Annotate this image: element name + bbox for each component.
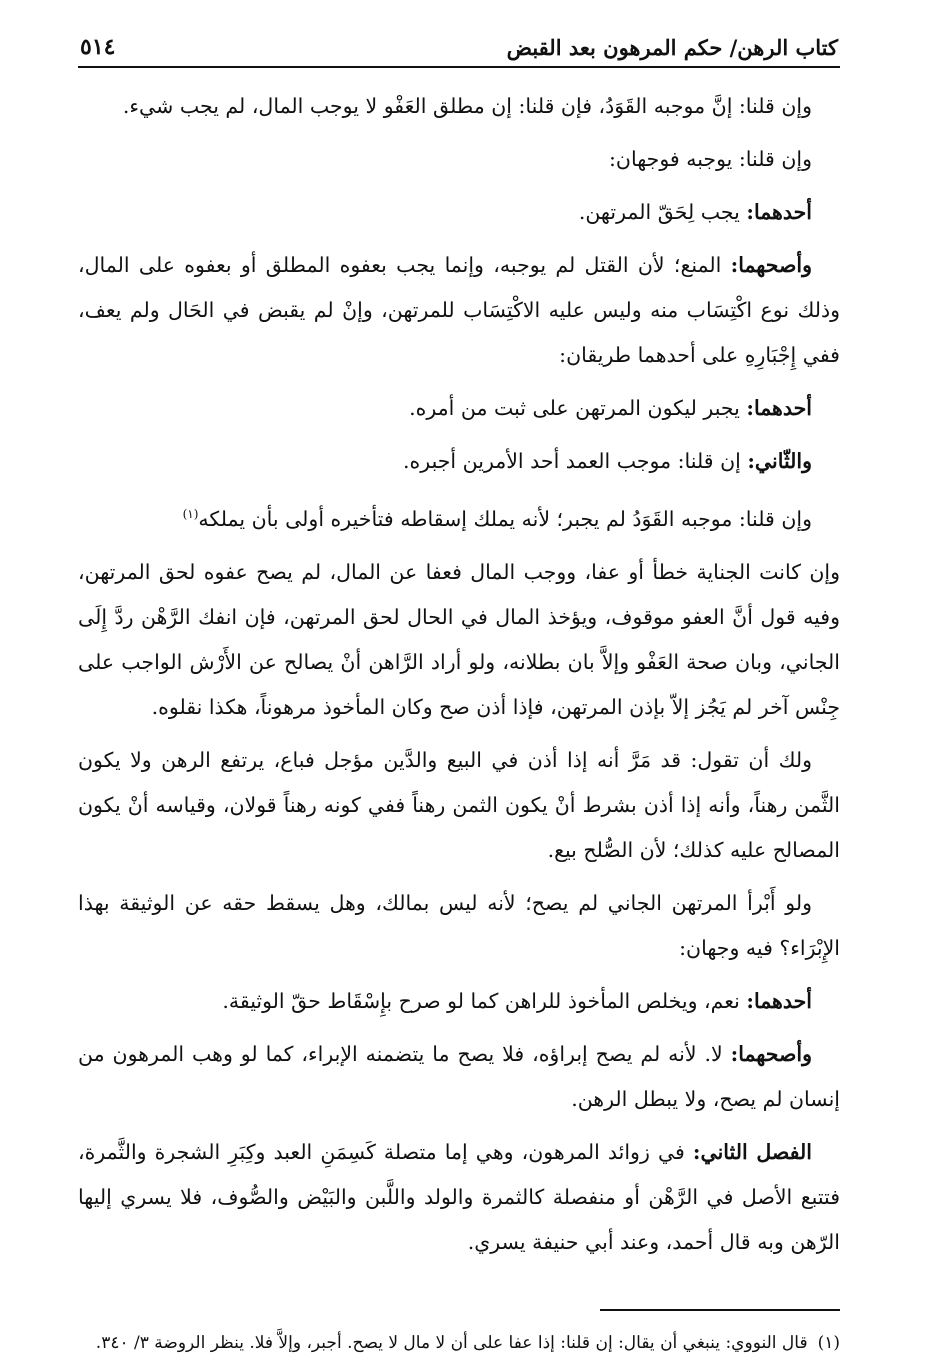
footnote	[78, 1325, 840, 1361]
paragraph-text: وإن قلنا: إنَّ موجبه القَوَدُ، فإن قلنا: إن مطلق العَفْو لا يوجب المال، لم يجب شيء.	[122, 94, 812, 118]
paragraph	[78, 1032, 840, 1122]
page-body	[78, 84, 840, 1265]
paragraph	[78, 190, 840, 235]
paragraph-lead: الفصل الثاني:	[692, 1139, 812, 1164]
paragraph-text: نعم، ويخلص المأخوذ للراهن كما لو صرح بإِسْقَاط حقّ الوثيقة.	[222, 988, 747, 1013]
footnote-divider	[600, 1309, 840, 1311]
footnote-reference: (١)	[182, 507, 199, 521]
paragraph	[78, 550, 840, 730]
paragraph-text: وإن قلنا: يوجبه فوجهان:	[609, 147, 812, 171]
paragraph-lead: والثّاني:	[747, 449, 812, 473]
paragraph-text: إن قلنا: موجب العمد أحد الأمرين أجبره.	[403, 449, 748, 473]
paragraph	[78, 881, 840, 971]
footnote-marker: (١)	[817, 1332, 840, 1353]
page-number: ٥١٤	[80, 34, 116, 60]
paragraph	[78, 386, 840, 431]
paragraph-text: المنع؛ لأن القتل لم يوجبه، وإنما يجب بعفوه المطلق أو بعفوه على المال، وذلك نوع اكْتِسَاب منه وليس عليه الاكْتِسَاب للمرتهن، وإنْ لم يقبض في الحَال ولم يعف، ففي إِجْبَارِهِ على أحدهما طريقان:	[78, 253, 840, 367]
footnote-text: قال النووي: ينبغي أن يقال: إن قلنا: إذا عفا على أن لا مال لا يصح. أجبر، وإلاَّ فلا. ينظر الروضة ٣/ ٣٤٠.	[95, 1332, 808, 1353]
paragraph	[78, 738, 840, 873]
paragraph	[78, 979, 840, 1024]
header-title: كتاب الرهن/ حكم المرهون بعد القبض	[506, 35, 838, 60]
paragraph-lead: وأصحهما:	[730, 1041, 812, 1066]
paragraph-text: في زوائد المرهون، وهي إما متصلة كَسِمَنِ العبد وكِبَرِ الشجرة والثَّمرة، فتتبع الأصل في الرَّهْن أو منفصلة كالثمرة والولد واللَّبن والبَيْض والصُّوف، فلا يسري إليها الرّهن وبه قال أحمد، وعند أبي حنيفة يسري.	[78, 1139, 840, 1254]
paragraph-text: لا. لأنه لم يصح إبراؤه، فلا يصح ما يتضمنه الإبراء، كما لو وهب المرهون من إنسان لم يصح، ولا يبطل الرهن.	[78, 1041, 840, 1111]
paragraph	[78, 243, 840, 378]
paragraph-text: ولك أن تقول: قد مَرَّ أنه إذا أذن في البيع والدَّين مؤجل فباع، يرتفع الرهن ولا يكون الثَّمن رهناً، وأنه إذا أذن بشرط أنْ يكون الثمن رهناً ففي كونه رهناً قولان، وقياسه أنْ يكون المصالح عليه كذلك؛ لأن الصُّلح بيع.	[78, 747, 840, 862]
paragraph-lead: وأصحهما:	[730, 253, 812, 277]
paragraph	[78, 84, 840, 129]
paragraph-text: ولو أَبْرأ المرتهن الجاني لم يصح؛ لأنه ليس بمالك، وهل يسقط حقه عن الوثيقة بهذا الإِبْرَاء؟ فيه وجهان:	[78, 890, 840, 960]
running-header	[78, 34, 840, 68]
paragraph-text: يجب لِحَقّ المرتهن.	[578, 200, 747, 224]
paragraph	[78, 439, 840, 484]
paragraph-lead: أحدهما:	[746, 200, 812, 224]
paragraph	[78, 1130, 840, 1265]
paragraph	[78, 492, 840, 542]
paragraph-text: يجبر ليكون المرتهن على ثبت من أمره.	[409, 396, 747, 420]
paragraph	[78, 137, 840, 182]
paragraph-lead: أحدهما:	[746, 396, 812, 420]
paragraph-lead: أحدهما:	[746, 988, 812, 1013]
paragraph-text: وإن كانت الجناية خطأ أو عفا، ووجب المال فعفا عن المال، لم يصح عفوه لحق المرتهن، وفيه قول أنَّ العفو موقوف، ويؤخذ المال في الحال لحق المرتهن، فإن انفك الرَّهْن ردَّ إِلَى الجاني، وبان صحة العَفْو وإلاَّ بان بطلانه، ولو أراد الرَّاهن أنْ يصالح عن الأَرْش الواجب على جِنْس آخر لم يَجُز إلاّ بإذن المرتهن، فإذا أذن صح وكان المأخوذ مرهوناً، هكذا نقلوه.	[78, 559, 841, 719]
paragraph-text: وإن قلنا: موجبه القَوَدُ لم يجبر؛ لأنه يملك إسقاطه فتأخيره أولى بأن يملكه	[198, 506, 812, 531]
